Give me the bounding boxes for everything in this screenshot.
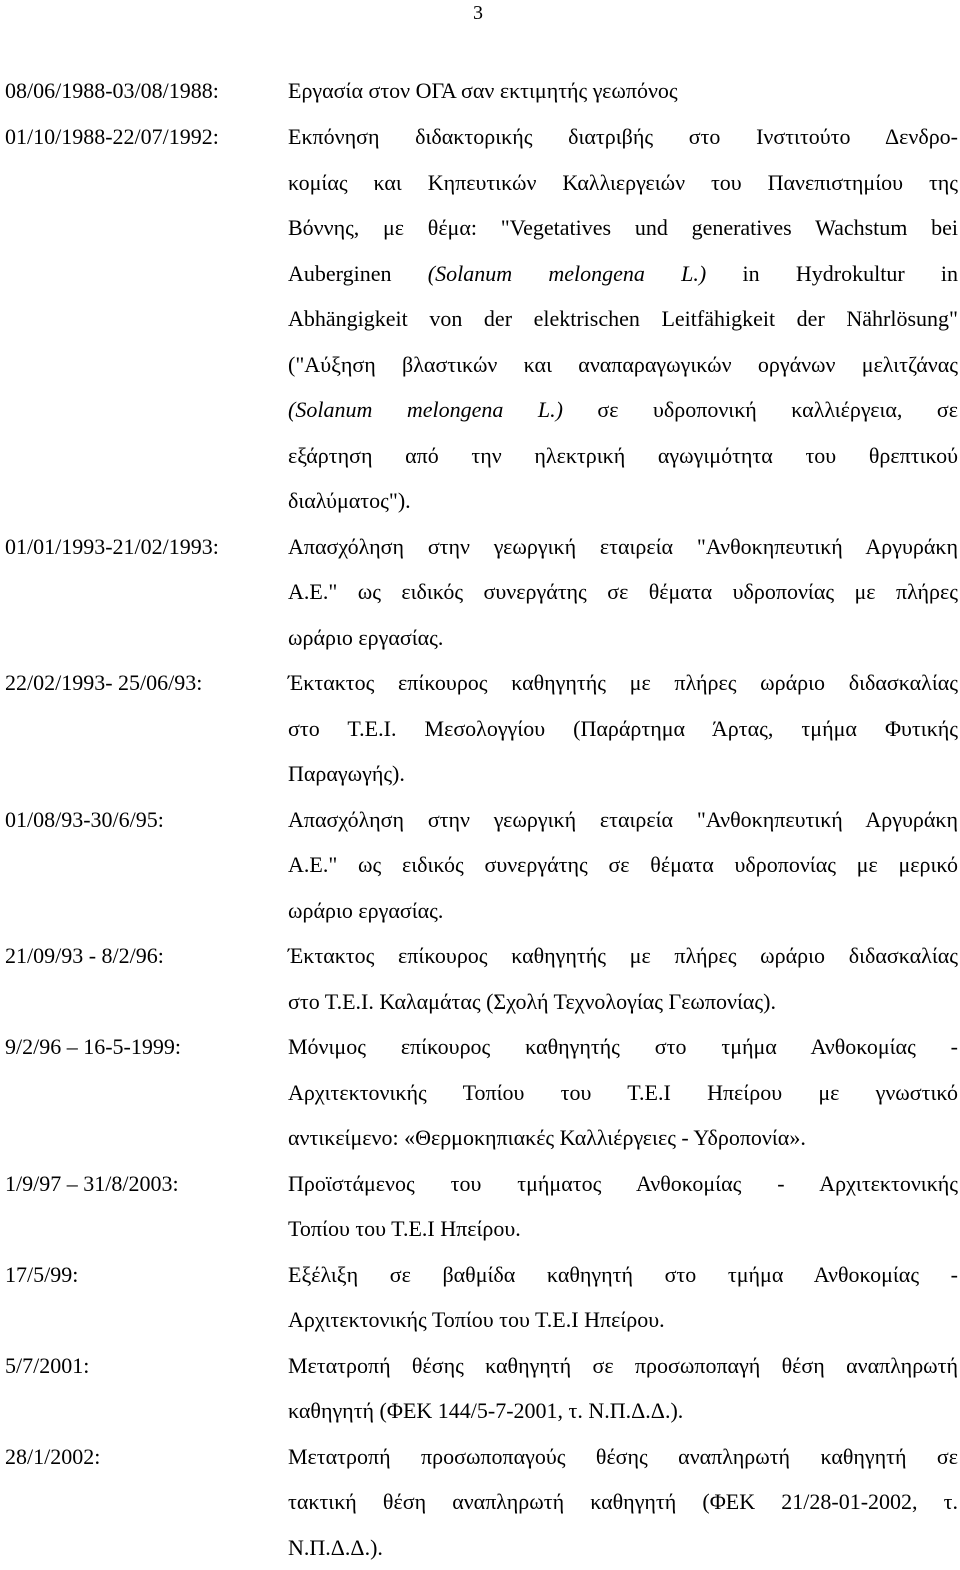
cv-entry [5,1161,960,1252]
cv-entry [5,1024,960,1161]
description-line [288,251,958,297]
cv-entry [5,797,960,934]
entry-date: 01/08/93-30/6/95: [5,797,288,843]
description-line: Ν.Π.Δ.Δ.). [288,1525,958,1570]
description-line: τακτική θέση αναπληρωτή καθηγητή (ΦΕΚ 21/28-01-2002, τ. [288,1479,958,1525]
description-line: Αρχιτεκτονικής Τοπίου του Τ.Ε.Ι Ηπείρου με γνωστικό [288,1070,958,1116]
cv-entry [5,933,960,1024]
entry-date: 08/06/1988-03/08/1988: [5,68,288,114]
description-line: Μόνιμος επίκουρος καθηγητής στο τμήμα Ανθοκομίας - [288,1024,958,1070]
description-line: Α.Ε." ως ειδικός συνεργάτης σε θέματα υδροπονίας με μερικό [288,842,958,888]
description-line: Απασχόληση στην γεωργική εταιρεία "Ανθοκηπευτική Αργυράκη [288,524,958,570]
entry-description [288,933,960,1024]
description-line: Εξέλιξη σε βαθμίδα καθηγητή στο τμήμα Ανθοκομίας - [288,1252,958,1298]
entry-date: 28/1/2002: [5,1434,288,1480]
species-name: (Solanum melongena L.) [428,261,706,286]
description-line: Εργασία στον ΟΓΑ σαν εκτιμητής γεωπόνος [288,68,958,114]
cv-entry [5,660,960,797]
entry-description [288,1252,960,1343]
species-name: (Solanum melongena L.) [288,397,563,422]
description-line: Προϊστάμενος του τμήματος Ανθοκομίας - Αρχιτεκτονικής [288,1161,958,1207]
entry-date: 01/01/1993-21/02/1993: [5,524,288,570]
description-line: Παραγωγής). [288,751,958,797]
description-text: in Hydrokultur in [743,261,959,286]
entry-date: 22/02/1993- 25/06/93: [5,660,288,706]
description-line: καθηγητή (ΦΕΚ 144/5-7-2001, τ. Ν.Π.Δ.Δ.). [288,1388,958,1434]
description-line: ωράριο εργασίας. [288,615,958,661]
entry-date: 21/09/93 - 8/2/96: [5,933,288,979]
entry-description [288,1343,960,1434]
entry-date: 1/9/97 – 31/8/2003: [5,1161,288,1207]
description-line: αντικείμενο: «Θερμοκηπιακές Καλλιέργειες - Υδροπονία». [288,1115,958,1161]
page-number: 3 [473,2,483,25]
entry-description [288,660,960,797]
cv-entry [5,1252,960,1343]
entry-date: 5/7/2001: [5,1343,288,1389]
description-line: Βόννης, με θέμα: "Vegetatives und generatives Wachstum bei [288,205,958,251]
cv-entry [5,524,960,661]
description-line: κομίας και Κηπευτικών Καλλιεργειών του Πανεπιστημίου της [288,160,958,206]
description-line: Μετατροπή θέσης καθηγητή σε προσωποπαγή θέση αναπληρωτή [288,1343,958,1389]
entry-date: 01/10/1988-22/07/1992: [5,114,288,160]
description-line: Απασχόληση στην γεωργική εταιρεία "Ανθοκηπευτική Αργυράκη [288,797,958,843]
description-line: Εκπόνηση διδακτορικής διατριβής στο Ινστιτούτο Δενδρο- [288,114,958,160]
description-line: Μετατροπή προσωποπαγούς θέσης αναπληρωτή καθηγητή σε [288,1434,958,1480]
entry-date: 9/2/96 – 16-5-1999: [5,1024,288,1070]
description-line: διαλύματος"). [288,478,958,524]
description-line: στο Τ.Ε.Ι. Μεσολογγίου (Παράρτημα Άρτας, τμήμα Φυτικής [288,706,958,752]
description-line: Αρχιτεκτονικής Τοπίου του Τ.Ε.Ι Ηπείρου. [288,1297,958,1343]
description-text: σε υδροπονική καλλιέργεια, σε [597,397,958,422]
description-line: ωράριο εργασίας. [288,888,958,934]
entry-description [288,1161,960,1252]
entry-description [288,1024,960,1161]
description-line: εξάρτηση από την ηλεκτρική αγωγιμότητα του θρεπτικού [288,433,958,479]
description-line: Έκτακτος επίκουρος καθηγητής με πλήρες ωράριο διδασκαλίας [288,933,958,979]
description-line: Τοπίου του Τ.Ε.Ι Ηπείρου. [288,1206,958,1252]
entry-description [288,524,960,661]
description-line: στο Τ.Ε.Ι. Καλαμάτας (Σχολή Τεχνολογίας Γεωπονίας). [288,979,958,1025]
description-line: Α.Ε." ως ειδικός συνεργάτης σε θέματα υδροπονίας με πλήρες [288,569,958,615]
description-line [288,387,958,433]
entry-date: 17/5/99: [5,1252,288,1298]
cv-entries [5,68,960,1570]
entry-description [288,68,960,114]
description-text: Auberginen [288,261,391,286]
description-line: Abhängigkeit von der elektrischen Leitfähigkeit der Nährlösung" [288,296,958,342]
description-line: ("Αύξηση βλαστικών και αναπαραγωγικών οργάνων μελιτζάνας [288,342,958,388]
description-line: Έκτακτος επίκουρος καθηγητής με πλήρες ωράριο διδασκαλίας [288,660,958,706]
cv-entry [5,1343,960,1434]
entry-description [288,797,960,934]
entry-description [288,114,960,524]
cv-entry [5,68,960,114]
cv-entry [5,114,960,524]
